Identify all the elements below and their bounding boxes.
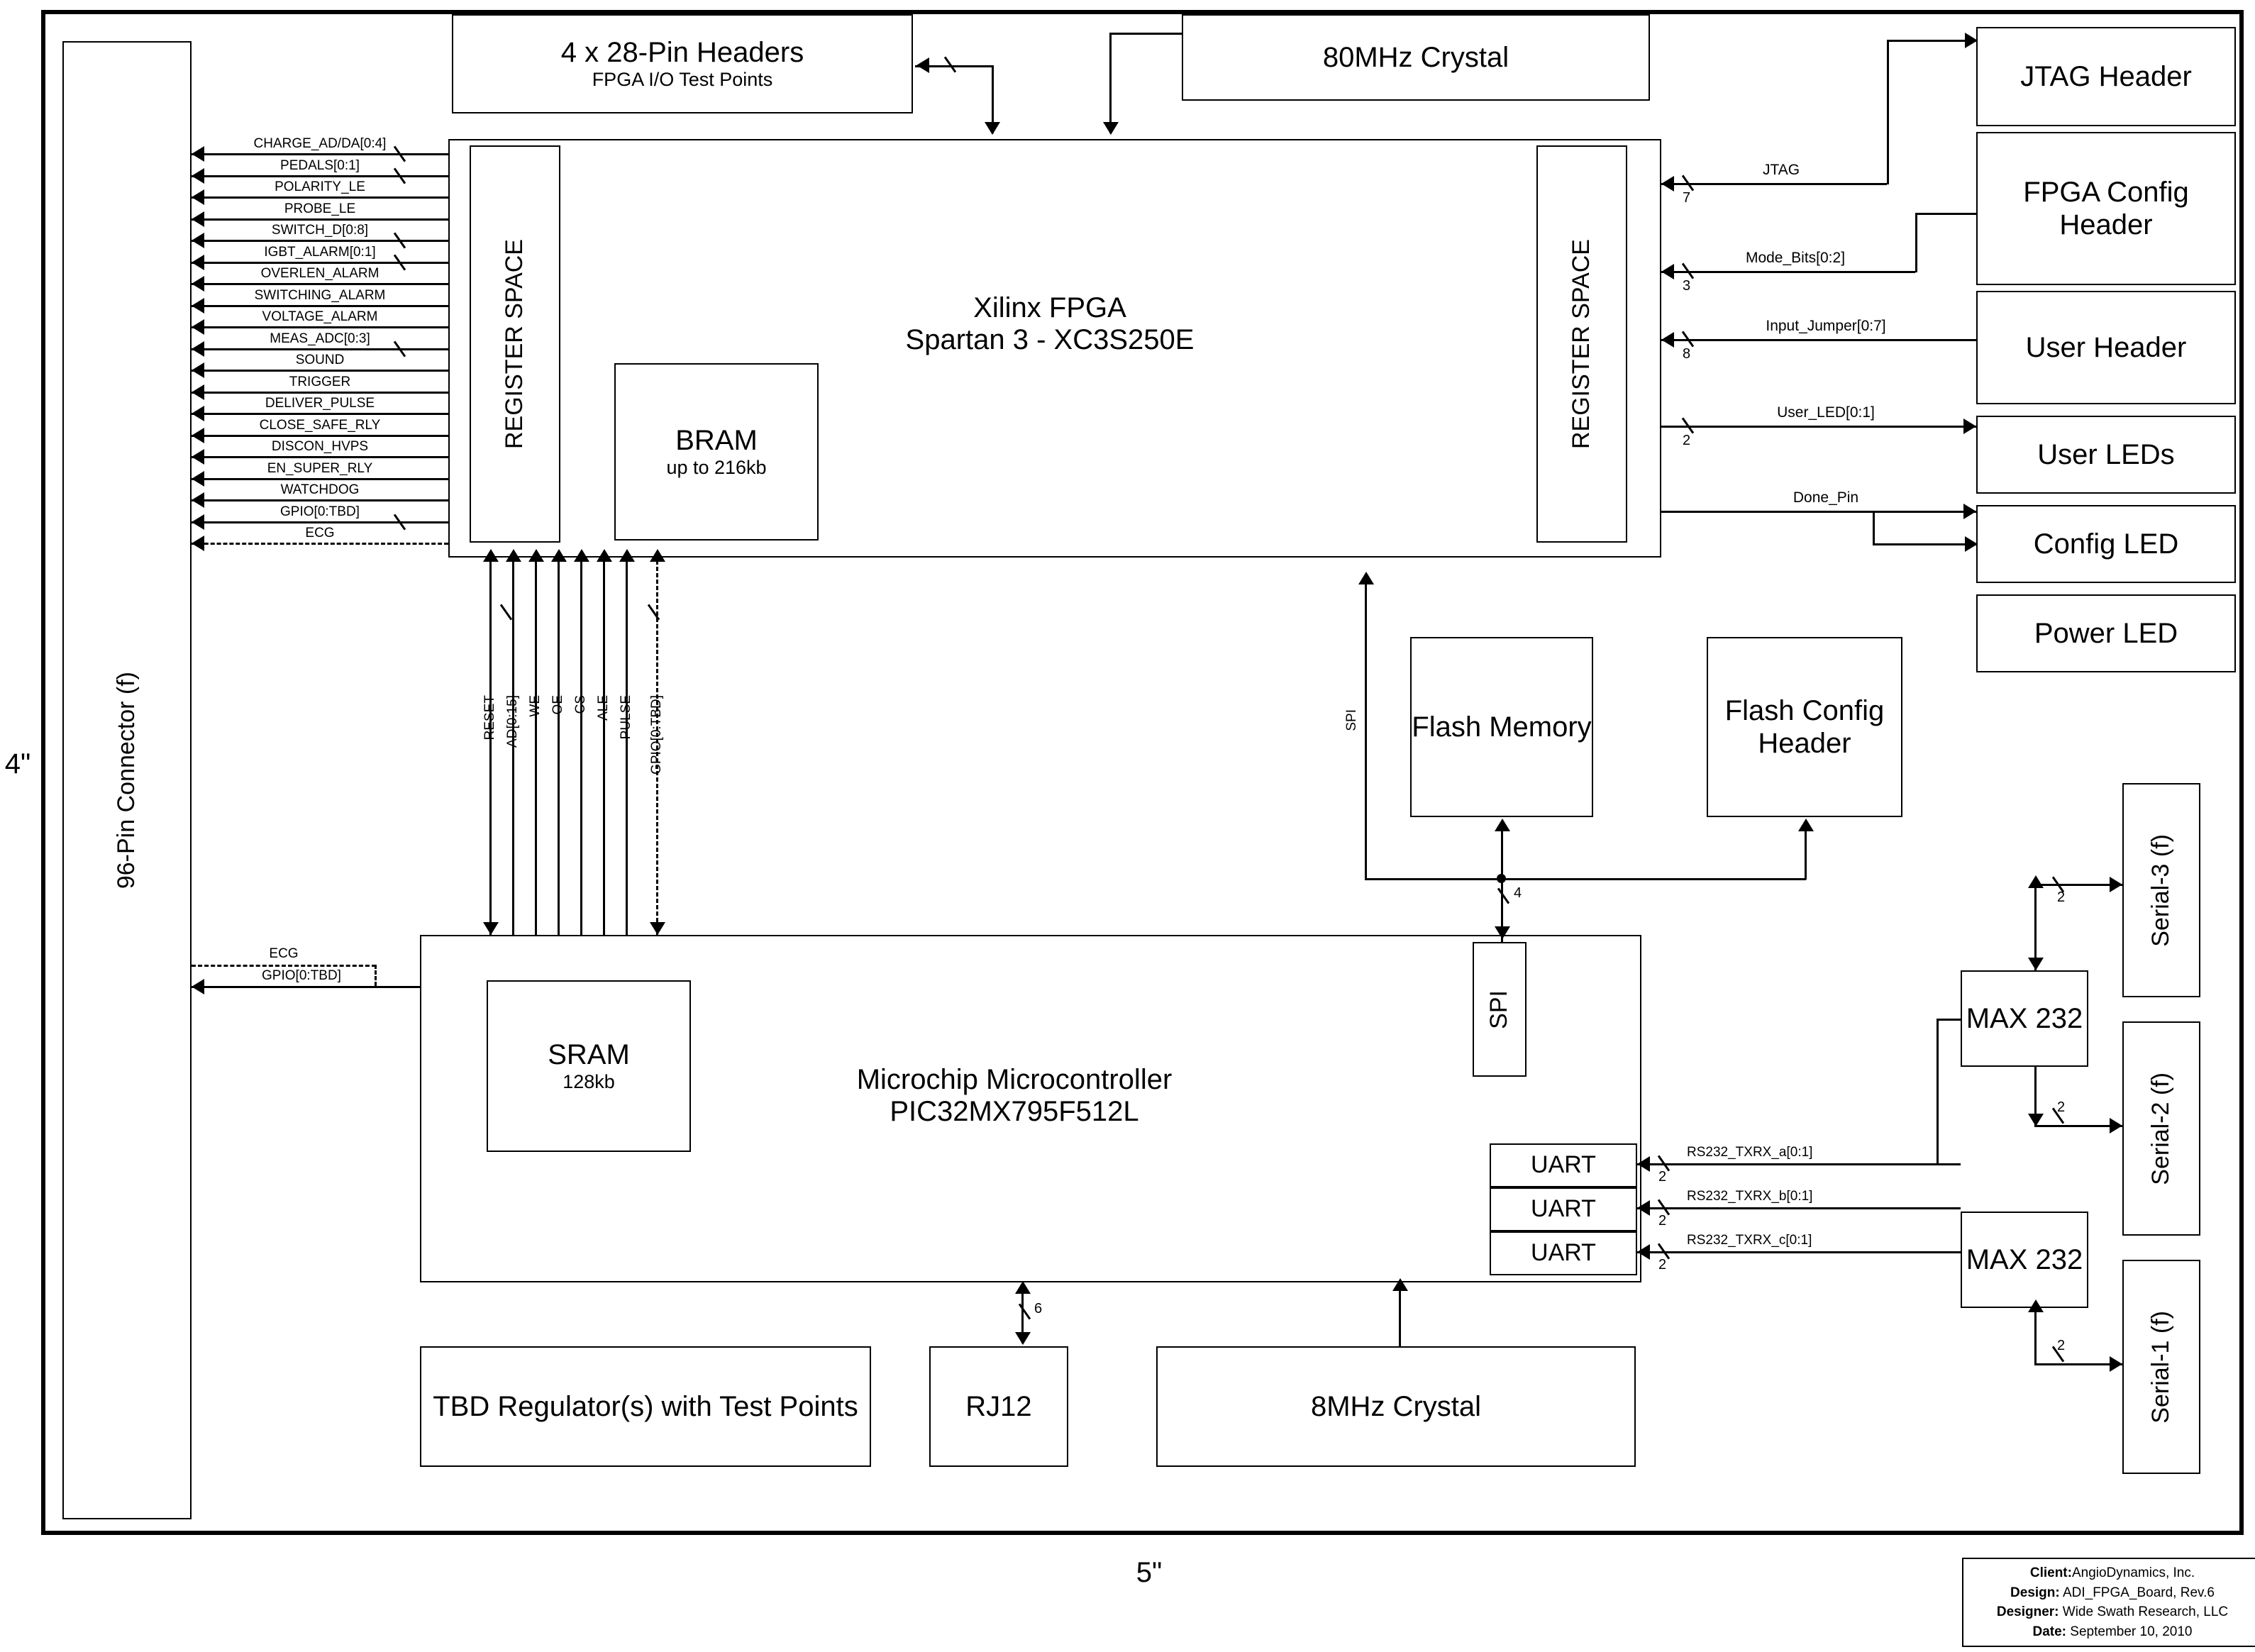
uart-3-label: UART (1531, 1239, 1596, 1267)
crystal8-label: 8MHz Crystal (1310, 1391, 1482, 1422)
uart-2-label: UART (1531, 1195, 1596, 1223)
bus-label: RESET (482, 695, 497, 741)
bus-label: GPIO[0:TBD] (649, 695, 664, 775)
title-block-design (1971, 1583, 2254, 1603)
bus-arrow-up (574, 549, 589, 562)
block-sram (487, 980, 691, 1152)
left-signal-line (192, 326, 448, 328)
right-signal-arrow (1661, 176, 1674, 192)
bus-arrow-up (506, 549, 521, 562)
serial-signal-line (1637, 1207, 1961, 1209)
bus-label: AD[0:15] (505, 695, 520, 748)
rj12-arrow-down (1015, 1332, 1031, 1345)
serial1-line-v (2034, 1308, 2037, 1365)
serial-signal-arrow (1637, 1244, 1650, 1260)
user-leds-label: User LEDs (2037, 439, 2175, 470)
block-8mhz-crystal (1156, 1346, 1636, 1467)
serial-signal-arrow (1637, 1156, 1650, 1172)
fpga-title-line1: Xilinx FPGA (973, 292, 1126, 323)
block-jtag-header (1976, 27, 2236, 126)
right-signal-label: Mode_Bits[0:2] (1745, 250, 1846, 266)
right-signal-arrow (1661, 264, 1674, 279)
jtag-top-line (1887, 40, 1978, 42)
user-header-label: User Header (2025, 332, 2187, 363)
crystal80-link-v (1109, 33, 1112, 133)
crystal8-arrow (1392, 1278, 1408, 1291)
left-signal-label: ECG (305, 526, 335, 540)
serial-signal-line (1637, 1251, 1961, 1253)
serial2-arrow-down (2028, 1114, 2044, 1126)
serial-signal-arrow (1637, 1200, 1650, 1216)
client-label: Client: (2029, 1565, 2072, 1580)
flash-config-line (1805, 828, 1807, 880)
design-label: Design: (2010, 1585, 2060, 1600)
right-signal-line (1661, 183, 1887, 185)
left-signal-label: MEAS_ADC[0:3] (270, 331, 370, 346)
block-fpga-config-header (1976, 132, 2236, 285)
block-28pin-headers (452, 14, 913, 113)
mcu-title-line1: Microchip Microcontroller (856, 1064, 1173, 1095)
rj12-label: RJ12 (965, 1391, 1032, 1422)
bus-arrow-down (483, 922, 499, 935)
design-value: ADI_FPGA_Board, Rev.6 (2059, 1585, 2215, 1600)
left-signal-label: SWITCH_D[0:8] (271, 223, 369, 238)
crystal80-link-h (1109, 33, 1183, 35)
date-label: Date: (2032, 1624, 2067, 1639)
right-signal-line (1661, 426, 1976, 428)
bus-arrow-up (551, 549, 567, 562)
uart-1-label: UART (1531, 1151, 1596, 1179)
bus-line (535, 560, 537, 935)
bus-line (603, 560, 605, 935)
right-signal-width: 2 (1683, 433, 1691, 448)
fpga-config-riser (1915, 213, 1917, 272)
dimension-left: 4" (4, 748, 31, 780)
block-config-led (1976, 505, 2236, 583)
client-value: AngioDynamics, Inc. (2071, 1565, 2195, 1580)
left-signal-label: VOLTAGE_ALARM (262, 309, 378, 324)
bus-label: ALE (596, 695, 611, 721)
designer-value: Wide Swath Research, LLC (2059, 1604, 2229, 1620)
block-bram (614, 363, 819, 540)
bus-line (512, 560, 514, 935)
sram-title: SRAM (548, 1039, 630, 1071)
header-link-arrow-left (916, 57, 929, 73)
bus-line (489, 560, 492, 935)
left-signal-label: POLARITY_LE (275, 179, 365, 194)
left-signal-label: GPIO[0:TBD] (280, 504, 360, 519)
left-signal-line (192, 413, 448, 415)
block-flash-memory (1410, 637, 1593, 817)
left-signal-label: WATCHDOG (280, 482, 360, 497)
left-signal-line (192, 435, 448, 437)
right-signal-width: 3 (1683, 278, 1691, 294)
fpga-config-line (1915, 213, 1978, 215)
left-signal-label: SOUND (295, 353, 345, 367)
left-signal-line (192, 262, 448, 264)
left-signal-line (192, 348, 448, 350)
left-signal-line (192, 543, 448, 545)
left-signal-label: EN_SUPER_RLY (267, 461, 373, 476)
lower-gpio-line (192, 986, 420, 988)
serial1-arrow-up (2028, 1299, 2044, 1312)
designer-label: Designer: (1996, 1604, 2059, 1620)
bus-arrow-up (483, 549, 499, 562)
crystal80-label: 80MHz Crystal (1322, 42, 1509, 73)
spi-arrow-up-fpga (1358, 572, 1374, 584)
serial-signal-line (1637, 1163, 1961, 1165)
bus-arrow-up (650, 549, 665, 562)
lower-ecg-label: ECG (269, 946, 299, 961)
spi-line-to-flash (1501, 828, 1503, 880)
max232-b-line1: MAX 232 (1966, 1244, 2083, 1275)
block-serial-1 (2122, 1260, 2200, 1474)
bus-arrow-up (597, 549, 612, 562)
serial3-arrow-up (2028, 875, 2044, 888)
left-signal-line (192, 153, 448, 155)
title-block-designer (1971, 1602, 2254, 1622)
jtag-riser (1887, 40, 1889, 184)
jtag-header-label: JTAG Header (2020, 61, 2192, 92)
regulators-label: TBD Regulator(s) with Test Points (433, 1391, 858, 1422)
connector-label: 96-Pin Connector (f) (113, 671, 140, 889)
left-signal-line (192, 305, 448, 307)
headers-title: 4 x 28-Pin Headers (560, 37, 804, 69)
block-flash-config-header (1707, 637, 1902, 817)
rj12-arrow-up (1015, 1281, 1031, 1294)
left-signal-line (192, 240, 448, 242)
left-signal-label: DISCON_HVPS (271, 439, 369, 454)
serial-signal-label: RS232_TXRX_c[0:1] (1687, 1233, 1812, 1248)
crystal8-link-line (1399, 1288, 1401, 1346)
left-signal-line (192, 218, 448, 221)
spi-label: SPI (1344, 709, 1359, 731)
block-register-space-left (470, 145, 560, 543)
bus-arrow-up (528, 549, 544, 562)
serial-signal-width: 2 (1658, 1213, 1667, 1229)
config-led-arrow (1965, 536, 1978, 552)
block-max232-b (1961, 1212, 2088, 1308)
block-power-led (1976, 594, 2236, 672)
mcu-title (709, 1064, 1319, 1128)
block-user-leds (1976, 416, 2236, 494)
right-signal-arrow (1661, 332, 1674, 348)
block-uart-3 (1490, 1231, 1637, 1275)
right-signal-label: User_LED[0:1] (1777, 404, 1875, 421)
right-signal-line (1661, 511, 1976, 513)
title-block (1962, 1558, 2255, 1647)
bus-line (626, 560, 628, 935)
spi-arrow-down-mcu (1495, 926, 1510, 939)
serial-2-label: Serial-2 (f) (2147, 1072, 2175, 1185)
left-signal-line (192, 196, 448, 199)
config-led-riser (1873, 511, 1875, 545)
serial-3-label: Serial-3 (f) (2147, 833, 2175, 947)
fpga-title (780, 292, 1319, 356)
flash-config-line-h (1501, 878, 1806, 880)
fpga-config-header-label: FPGA Config Header (2023, 177, 2189, 240)
block-register-space-right (1536, 145, 1627, 543)
right-signal-width: 8 (1683, 346, 1691, 362)
serial3-arrow-down (2028, 958, 2044, 970)
right-signal-label: Input_Jumper[0:7] (1766, 318, 1886, 334)
bus-label: WE (528, 695, 543, 717)
left-signal-label: SWITCHING_ALARM (254, 288, 386, 303)
dimension-bottom: 5" (1136, 1557, 1163, 1588)
block-uart-1 (1490, 1143, 1637, 1187)
date-value: September 10, 2010 (2066, 1624, 2193, 1639)
serial2-width: 2 (2057, 1099, 2066, 1115)
block-serial-3 (2122, 783, 2200, 997)
left-signal-label: IGBT_ALARM[0:1] (264, 245, 376, 260)
block-user-header (1976, 291, 2236, 404)
left-signal-label: PEDALS[0:1] (280, 158, 360, 173)
left-signal-label: DELIVER_PULSE (265, 396, 375, 411)
flash-config-arrow (1798, 819, 1814, 831)
bram-subtitle: up to 216kb (666, 457, 767, 479)
left-signal-line (192, 175, 448, 177)
block-96-pin-connector (62, 41, 192, 1519)
left-signal-label: OVERLEN_ALARM (260, 266, 379, 281)
block-80mhz-crystal (1182, 14, 1650, 101)
bus-line (558, 560, 560, 935)
left-signal-label: TRIGGER (289, 375, 351, 389)
serial3-arrow (2110, 877, 2122, 892)
bus-label: CS (573, 695, 588, 714)
flash-memory-label: Flash Memory (1412, 711, 1592, 743)
right-signal-width: 7 (1683, 190, 1691, 206)
block-mcu-spi-port (1473, 942, 1527, 1077)
rj12-width-label: 6 (1034, 1301, 1043, 1316)
serial-signal-label: RS232_TXRX_b[0:1] (1687, 1189, 1813, 1204)
left-signal-line (192, 521, 448, 523)
left-signal-label: PROBE_LE (284, 201, 356, 216)
lower-gpio-label: GPIO[0:TBD] (262, 968, 341, 983)
serial3-width: 2 (2057, 889, 2066, 905)
serial-signal-label: RS232_TXRX_a[0:1] (1687, 1145, 1813, 1160)
spi-line-vertical (1365, 582, 1367, 880)
block-serial-2 (2122, 1021, 2200, 1236)
lower-ecg-line (192, 965, 376, 967)
crystal80-link-arrow (1103, 122, 1119, 135)
spi-line-horizontal (1365, 878, 1503, 880)
register-space-right-label: REGISTER SPACE (1568, 239, 1595, 449)
right-signal-label: Done_Pin (1793, 489, 1859, 506)
block-max232-a (1961, 970, 2088, 1067)
power-led-label: Power LED (2034, 618, 2178, 649)
left-signal-line (192, 499, 448, 501)
fpga-title-line2: Spartan 3 - XC3S250E (905, 324, 1195, 355)
bus-line (580, 560, 582, 935)
left-signal-label: CLOSE_SAFE_RLY (259, 418, 381, 433)
right-signal-line (1661, 271, 1915, 273)
block-regulators (420, 1346, 871, 1467)
flash-config-header-label: Flash Config Header (1724, 695, 1885, 759)
serial1-width: 2 (2057, 1338, 2066, 1353)
config-led-label: Config LED (2033, 528, 2179, 560)
left-signal-line (192, 392, 448, 394)
max232a-jog-h (1937, 1019, 1962, 1021)
right-signal-label: JTAG (1762, 162, 1800, 178)
header-link-arrow-down (985, 122, 1000, 135)
bus-label: OE (550, 695, 565, 715)
block-uart-2 (1490, 1187, 1637, 1231)
jtag-arrow (1965, 33, 1978, 48)
title-block-client (1971, 1563, 2254, 1583)
title-block-date (1971, 1622, 2254, 1642)
serial2-arrow (2110, 1118, 2122, 1133)
headers-subtitle: FPGA I/O Test Points (592, 69, 773, 91)
left-signal-line (192, 283, 448, 285)
serial-1-label: Serial-1 (f) (2147, 1310, 2175, 1424)
left-signal-line (192, 370, 448, 372)
bus-label: PULSE (619, 695, 633, 740)
left-signal-line (192, 478, 448, 480)
max232a-jog-v (1937, 1019, 1939, 1165)
serial-signal-width: 2 (1658, 1169, 1667, 1185)
register-space-left-label: REGISTER SPACE (501, 239, 528, 449)
left-signal-label: CHARGE_AD/DA[0:4] (253, 136, 387, 151)
mcu-spi-label: SPI (1485, 989, 1513, 1029)
left-signal-line (192, 456, 448, 458)
bus-arrow-up (619, 549, 635, 562)
max232-a-line1: MAX 232 (1966, 1003, 2083, 1034)
serial-signal-width: 2 (1658, 1257, 1667, 1273)
sram-subtitle: 128kb (563, 1071, 615, 1093)
bus-arrow-down (650, 922, 665, 935)
spi-arrow-up-flash (1495, 819, 1510, 831)
block-rj12 (929, 1346, 1068, 1467)
config-led-line (1873, 543, 1978, 545)
bram-title: BRAM (675, 425, 758, 457)
spi-width-label: 4 (1514, 885, 1522, 901)
serial1-arrow (2110, 1356, 2122, 1372)
mcu-title-line2: PIC32MX795F512L (890, 1096, 1139, 1127)
right-signal-line (1661, 339, 1976, 341)
